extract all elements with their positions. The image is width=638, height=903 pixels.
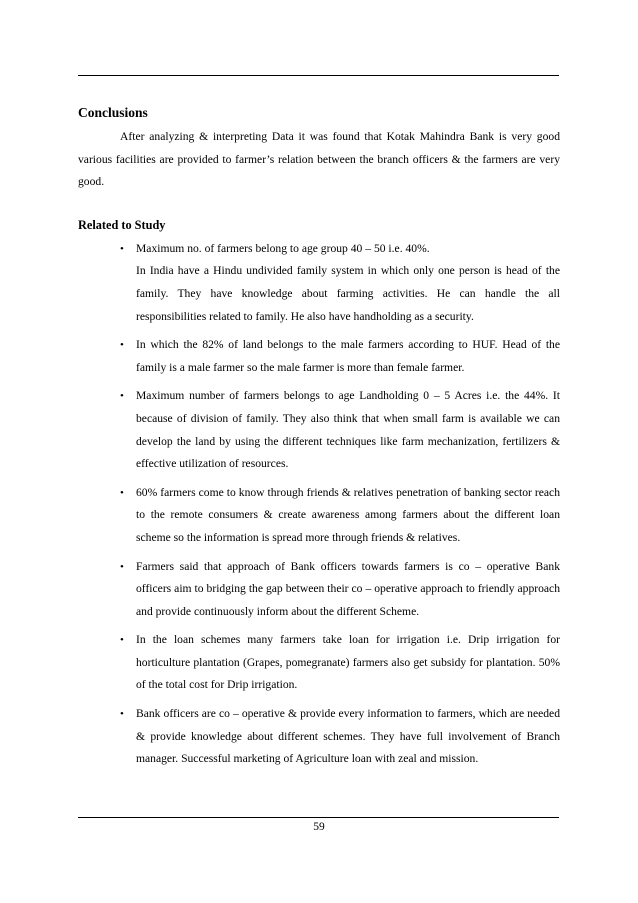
- list-item-subtext: In India have a Hindu undivided family system in which only one person is head of the family. They have knowledge about farming activities. He can handle the all responsibilities related to family. He also have handholding as a security.: [136, 264, 560, 323]
- list-item: [78, 385, 560, 475]
- list-item: [78, 334, 560, 379]
- list-item-text: 60% farmers come to know through friends & relatives penetration of banking sector reach to the remote consumers & create awareness among farmers about the different loan scheme so the information is spread more through friends & relatives.: [136, 485, 560, 544]
- related-study-heading: Related to Study: [78, 217, 166, 232]
- list-item-text: Bank officers are co – operative & provide every information to farmers, which are needed & provide knowledge about different schemes. They have full involvement of Branch manager. Successful marketing of Agriculture loan with zeal and mission.: [136, 707, 560, 766]
- related-study-list: [78, 238, 560, 771]
- conclusions-paragraph: After analyzing & interpreting Data it was found that Kotak Mahindra Bank is very good various facilities are provided to farmer’s relation between the branch officers & the farmers are very good.: [78, 130, 560, 189]
- bullet-icon: •: [120, 708, 124, 721]
- footer-rule: [78, 817, 559, 818]
- header-rule: [78, 75, 559, 76]
- list-item: [78, 482, 560, 550]
- bullet-icon: •: [120, 560, 124, 573]
- list-item: [78, 238, 560, 328]
- page-number: 59: [313, 821, 325, 833]
- bullet-icon: •: [120, 390, 124, 403]
- list-item-text: Farmers said that approach of Bank officers towards farmers is co – operative Bank officers aim to bridging the gap between their co – operative approach to friendly approach and provide continuously inform about the different Scheme.: [136, 559, 560, 618]
- list-item-text: In the loan schemes many farmers take loan for irrigation i.e. Drip irrigation for horticulture plantation (Grapes, pomegranate) farmers also get subsidy for plantation. 50% of the total cost for Drip irrigation.: [136, 633, 560, 692]
- page-body: [78, 103, 560, 777]
- list-item: [78, 629, 560, 697]
- bullet-icon: •: [120, 242, 124, 255]
- list-item: [78, 556, 560, 624]
- list-item-text: Maximum no. of farmers belong to age group 40 – 50 i.e. 40%.: [136, 241, 430, 255]
- conclusions-heading: Conclusions: [78, 105, 148, 120]
- list-item: [78, 703, 560, 771]
- bullet-icon: •: [120, 486, 124, 499]
- bullet-icon: •: [120, 634, 124, 647]
- bullet-icon: •: [120, 339, 124, 352]
- list-item-text: In which the 82% of land belongs to the male farmers according to HUF. Head of the family is a male farmer so the male farmer is more than female farmer.: [136, 338, 560, 374]
- list-item-text: Maximum number of farmers belongs to age Landholding 0 – 5 Acres i.e. the 44%. It because of division of family. They also think that when small farm is available we can develop the land by using the different techniques like farm mechanization, fertilizers & effective utilization of resources.: [136, 389, 560, 471]
